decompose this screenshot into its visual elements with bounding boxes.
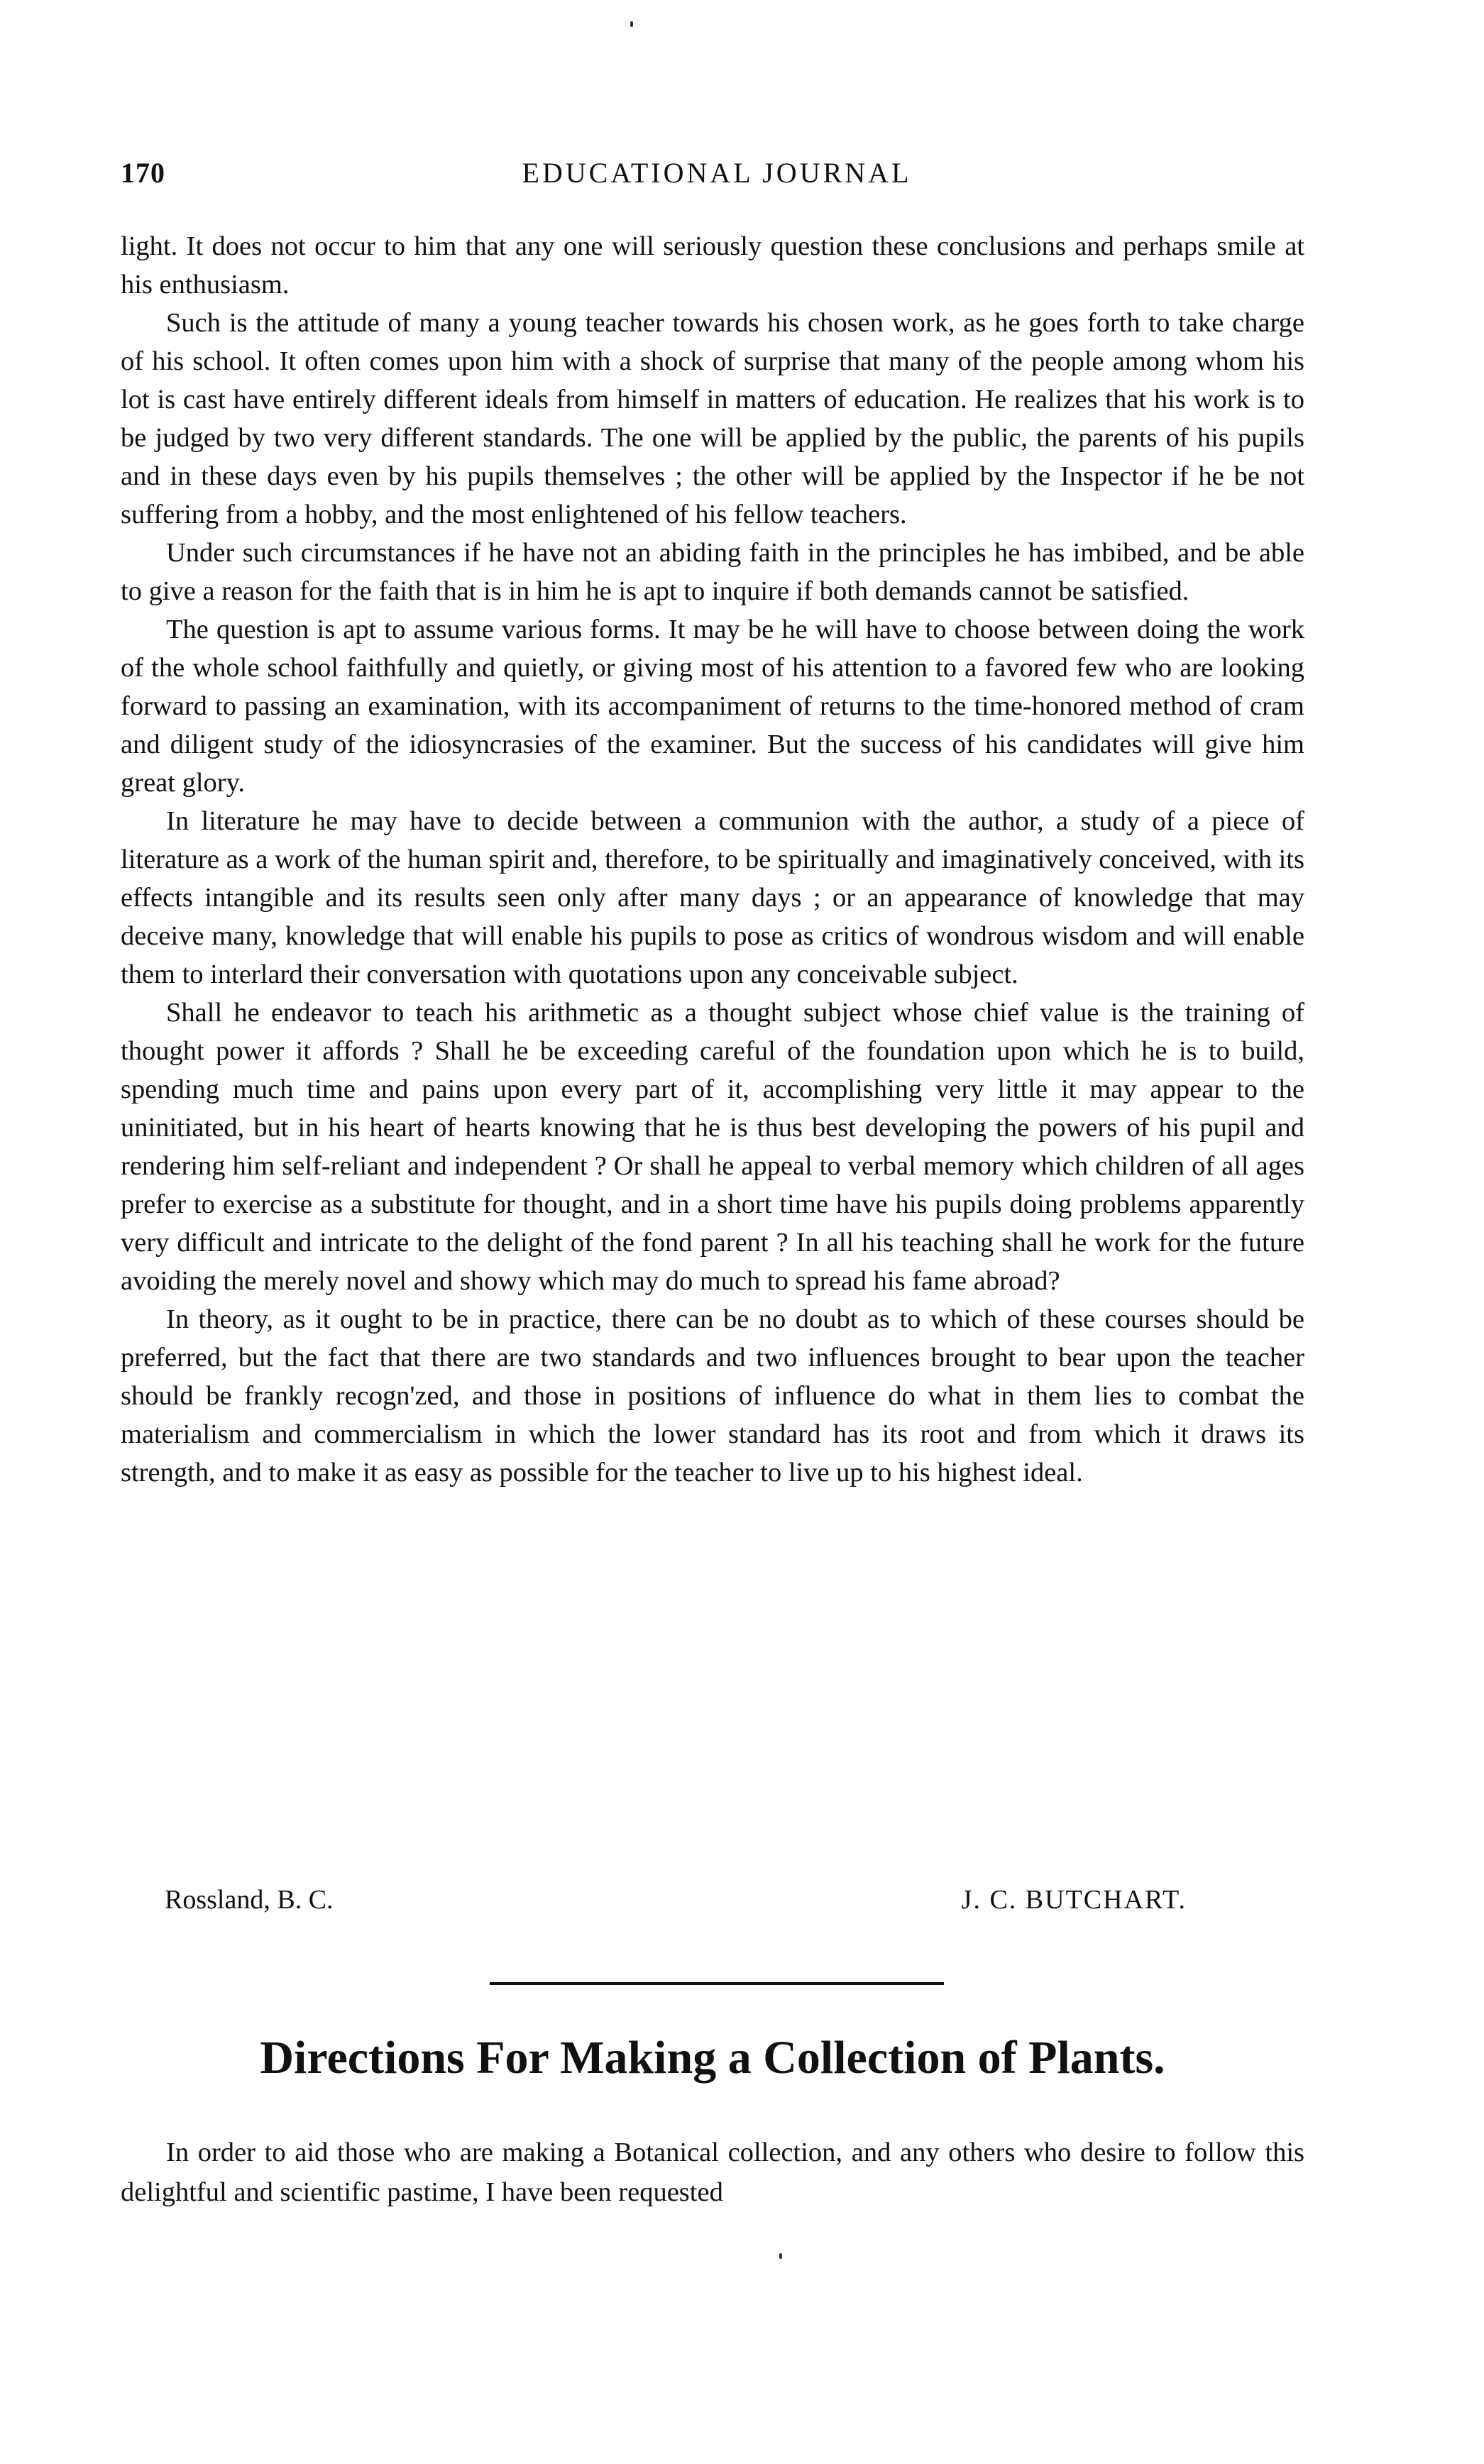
scan-speck [779,2253,782,2259]
running-head: EDUCATIONAL JOURNAL [522,157,912,189]
signature-author: J. C. BUTCHART. [961,1885,1187,1915]
signature-place: Rossland, B. C. [165,1885,334,1915]
paragraph: The question is apt to assume various forms. It may be he will have to choose between doing the work of the whole school faithfully and quietly, or giving most of his attention to a favored few who are looking forward to passing an examination, with its accompaniment of returns to the time-honored method of cram and diligent study of the idiosyncrasies of the examiner. But the success of his candidates will give him great glory. [121,615,1304,798]
paragraph: In theory, as it ought to be in practice, there can be no doubt as to which of these courses should be preferred, but the fact that there are two standards and two influences brought to bear upon the teacher should be frankly recogn'zed, and those in positions of influence do what in them lies to combat the materialism and commercialism in which the lower standard has its root and from which it draws its strength, and to make it as easy as possible for the teacher to live up to his highest ideal. [121,1304,1304,1487]
signature-line [165,1884,1187,1927]
paragraph: In order to aid those who are making a Botanical collection, and any others who desire to follow this delightful and scientific pastime, I have been requested [121,2138,1304,2207]
section-title: Directions For Making a Collection of Plants. [260,2032,1165,2084]
paragraph: Shall he endeavor to teach his arithmetic as a thought subject whose chief value is the training of thought power it affords ? Shall he be exceeding careful of the foundation upon which he is to build, spending much time and pains upon every part of it, accomplishing very little it may appear to the uninitiated, but in his heart of hearts knowing that he is thus best developing the powers of his pupil and rendering him self-reliant and independent ? Or shall he appeal to verbal memory which children of all ages prefer to exercise as a substitute for thought, and in a short time have his pupils doing problems apparently very difficult and intricate to the delight of the fond parent ? In all his teaching shall he work for the future avoiding the merely novel and showy which may do much to spread his fame abroad? [121,998,1304,1296]
paragraph: Such is the attitude of many a young teacher towards his chosen work, as he goes forth to take charge of his school. It often comes upon him with a shock of surprise that many of the people among whom his lot is cast have entirely different ideals from himself in matters of education. He realizes that his work is to be judged by two very different standards. The one will be applied by the public, the parents of his pupils and in these days even by his pupils themselves ; the other will be applied by the Inspector if he be not suffering from a hobby, and the most enlightened of his fellow teachers. [121,308,1304,529]
section-intro [121,2133,1304,2212]
paragraph: light. It does not occur to him that any one will seriously question these conclusions and perhaps smile at his enthusiasm. [121,231,1304,299]
page-header [121,156,1313,199]
paragraph: In literature he may have to decide between a communion with the author, a study of a piece of literature as a work of the human spirit and, therefore, to be spiritually and imaginatively conceived, with its effects intangible and its results seen only after many days ; or an appearance of knowledge that may deceive many, knowledge that will enable his pupils to pose as critics of wondrous wisdom and will enable them to interlard their conversation with quotations upon any conceivable subject. [121,806,1304,989]
page-number: 170 [121,157,165,189]
article-body [121,227,1304,1492]
section-divider [490,1982,944,1985]
scan-speck [630,21,633,27]
paragraph: Under such circumstances if he have not an abiding faith in the principles he has imbibed, and be able to give a reason for the faith that is in him he is apt to inquire if both demands cannot be satisfied. [121,538,1304,606]
